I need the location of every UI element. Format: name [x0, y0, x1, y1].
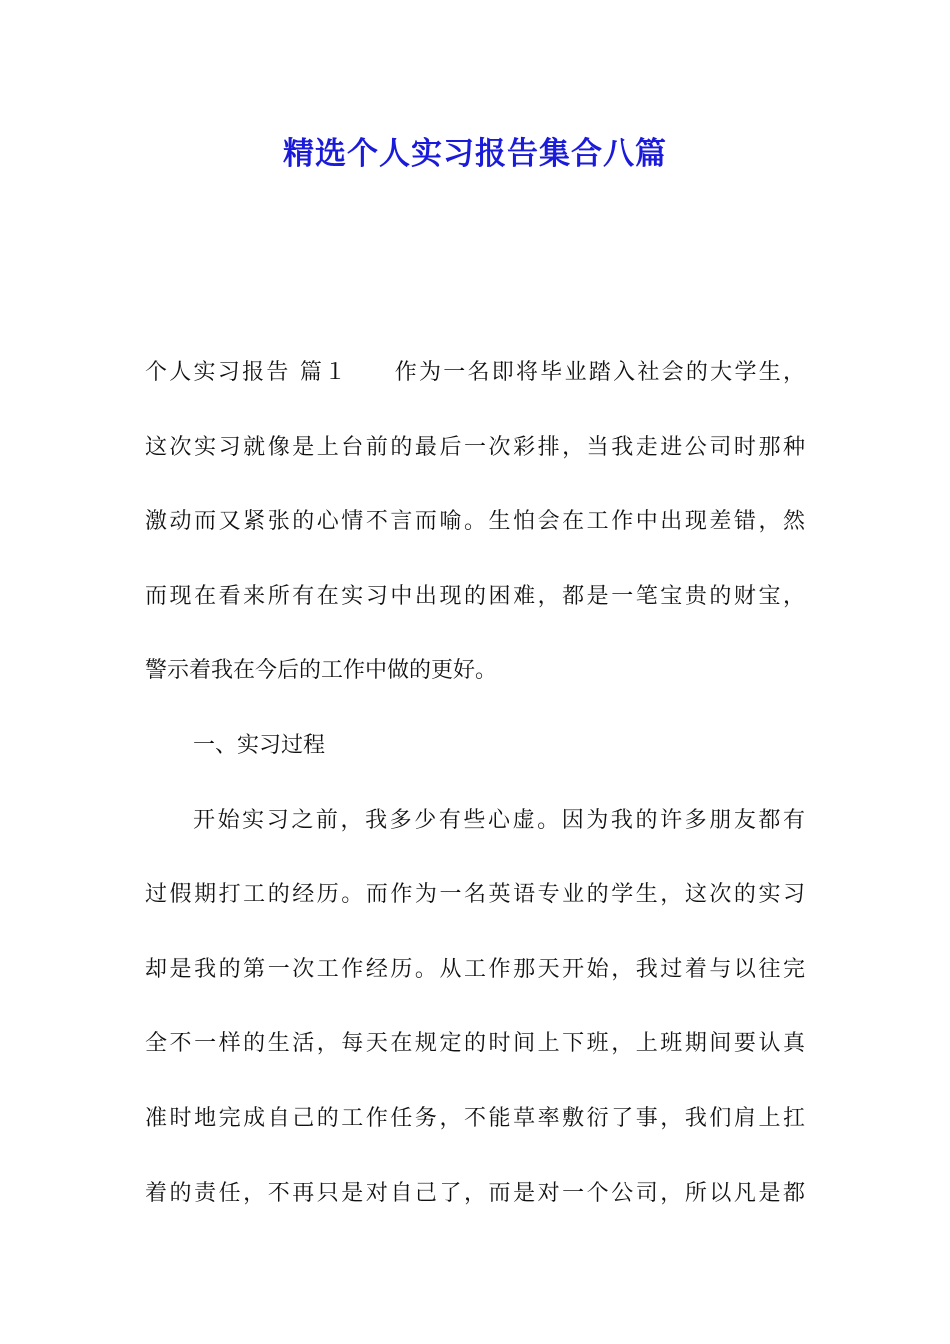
text-line: 全不一样的生活，每天在规定的时间上下班，上班期间要认真	[145, 1031, 805, 1057]
text-line	[145, 336, 805, 411]
text-line: 准时地完成自己的工作任务，不能草率敷衍了事，我们肩上扛	[145, 1105, 805, 1131]
text-line: 开始实习之前，我多少有些心虚。因为我的许多朋友都有	[193, 807, 805, 833]
text-line: 这次实习就像是上台前的最后一次彩排，当我走进公司时那种	[145, 434, 805, 460]
text-line: 激动而又紧张的心情不言而喻。生怕会在工作中出现差错，然	[145, 509, 805, 535]
document-title: 精选个人实习报告集合八篇	[283, 136, 667, 172]
text-segment: 作为一名即将毕业踏入社会的大学生，	[392, 360, 805, 385]
report-heading: 个人实习报告 篇１	[145, 360, 349, 385]
document-body	[145, 336, 805, 1231]
text-line: 过假期打工的经历。而作为一名英语专业的学生，这次的实习	[145, 882, 805, 908]
text-line: 却是我的第一次工作经历。从工作那天开始，我过着与以往完	[145, 956, 805, 982]
text-line: 着的责任，不再只是对自己了，而是对一个公司，所以凡是都	[145, 1180, 805, 1206]
text-line: 警示着我在今后的工作中做的更好。	[145, 658, 498, 684]
text-line: 而现在看来所有在实习中出现的困难，都是一笔宝贵的财宝，	[145, 583, 805, 609]
section-heading: 一、实习过程	[193, 732, 326, 758]
